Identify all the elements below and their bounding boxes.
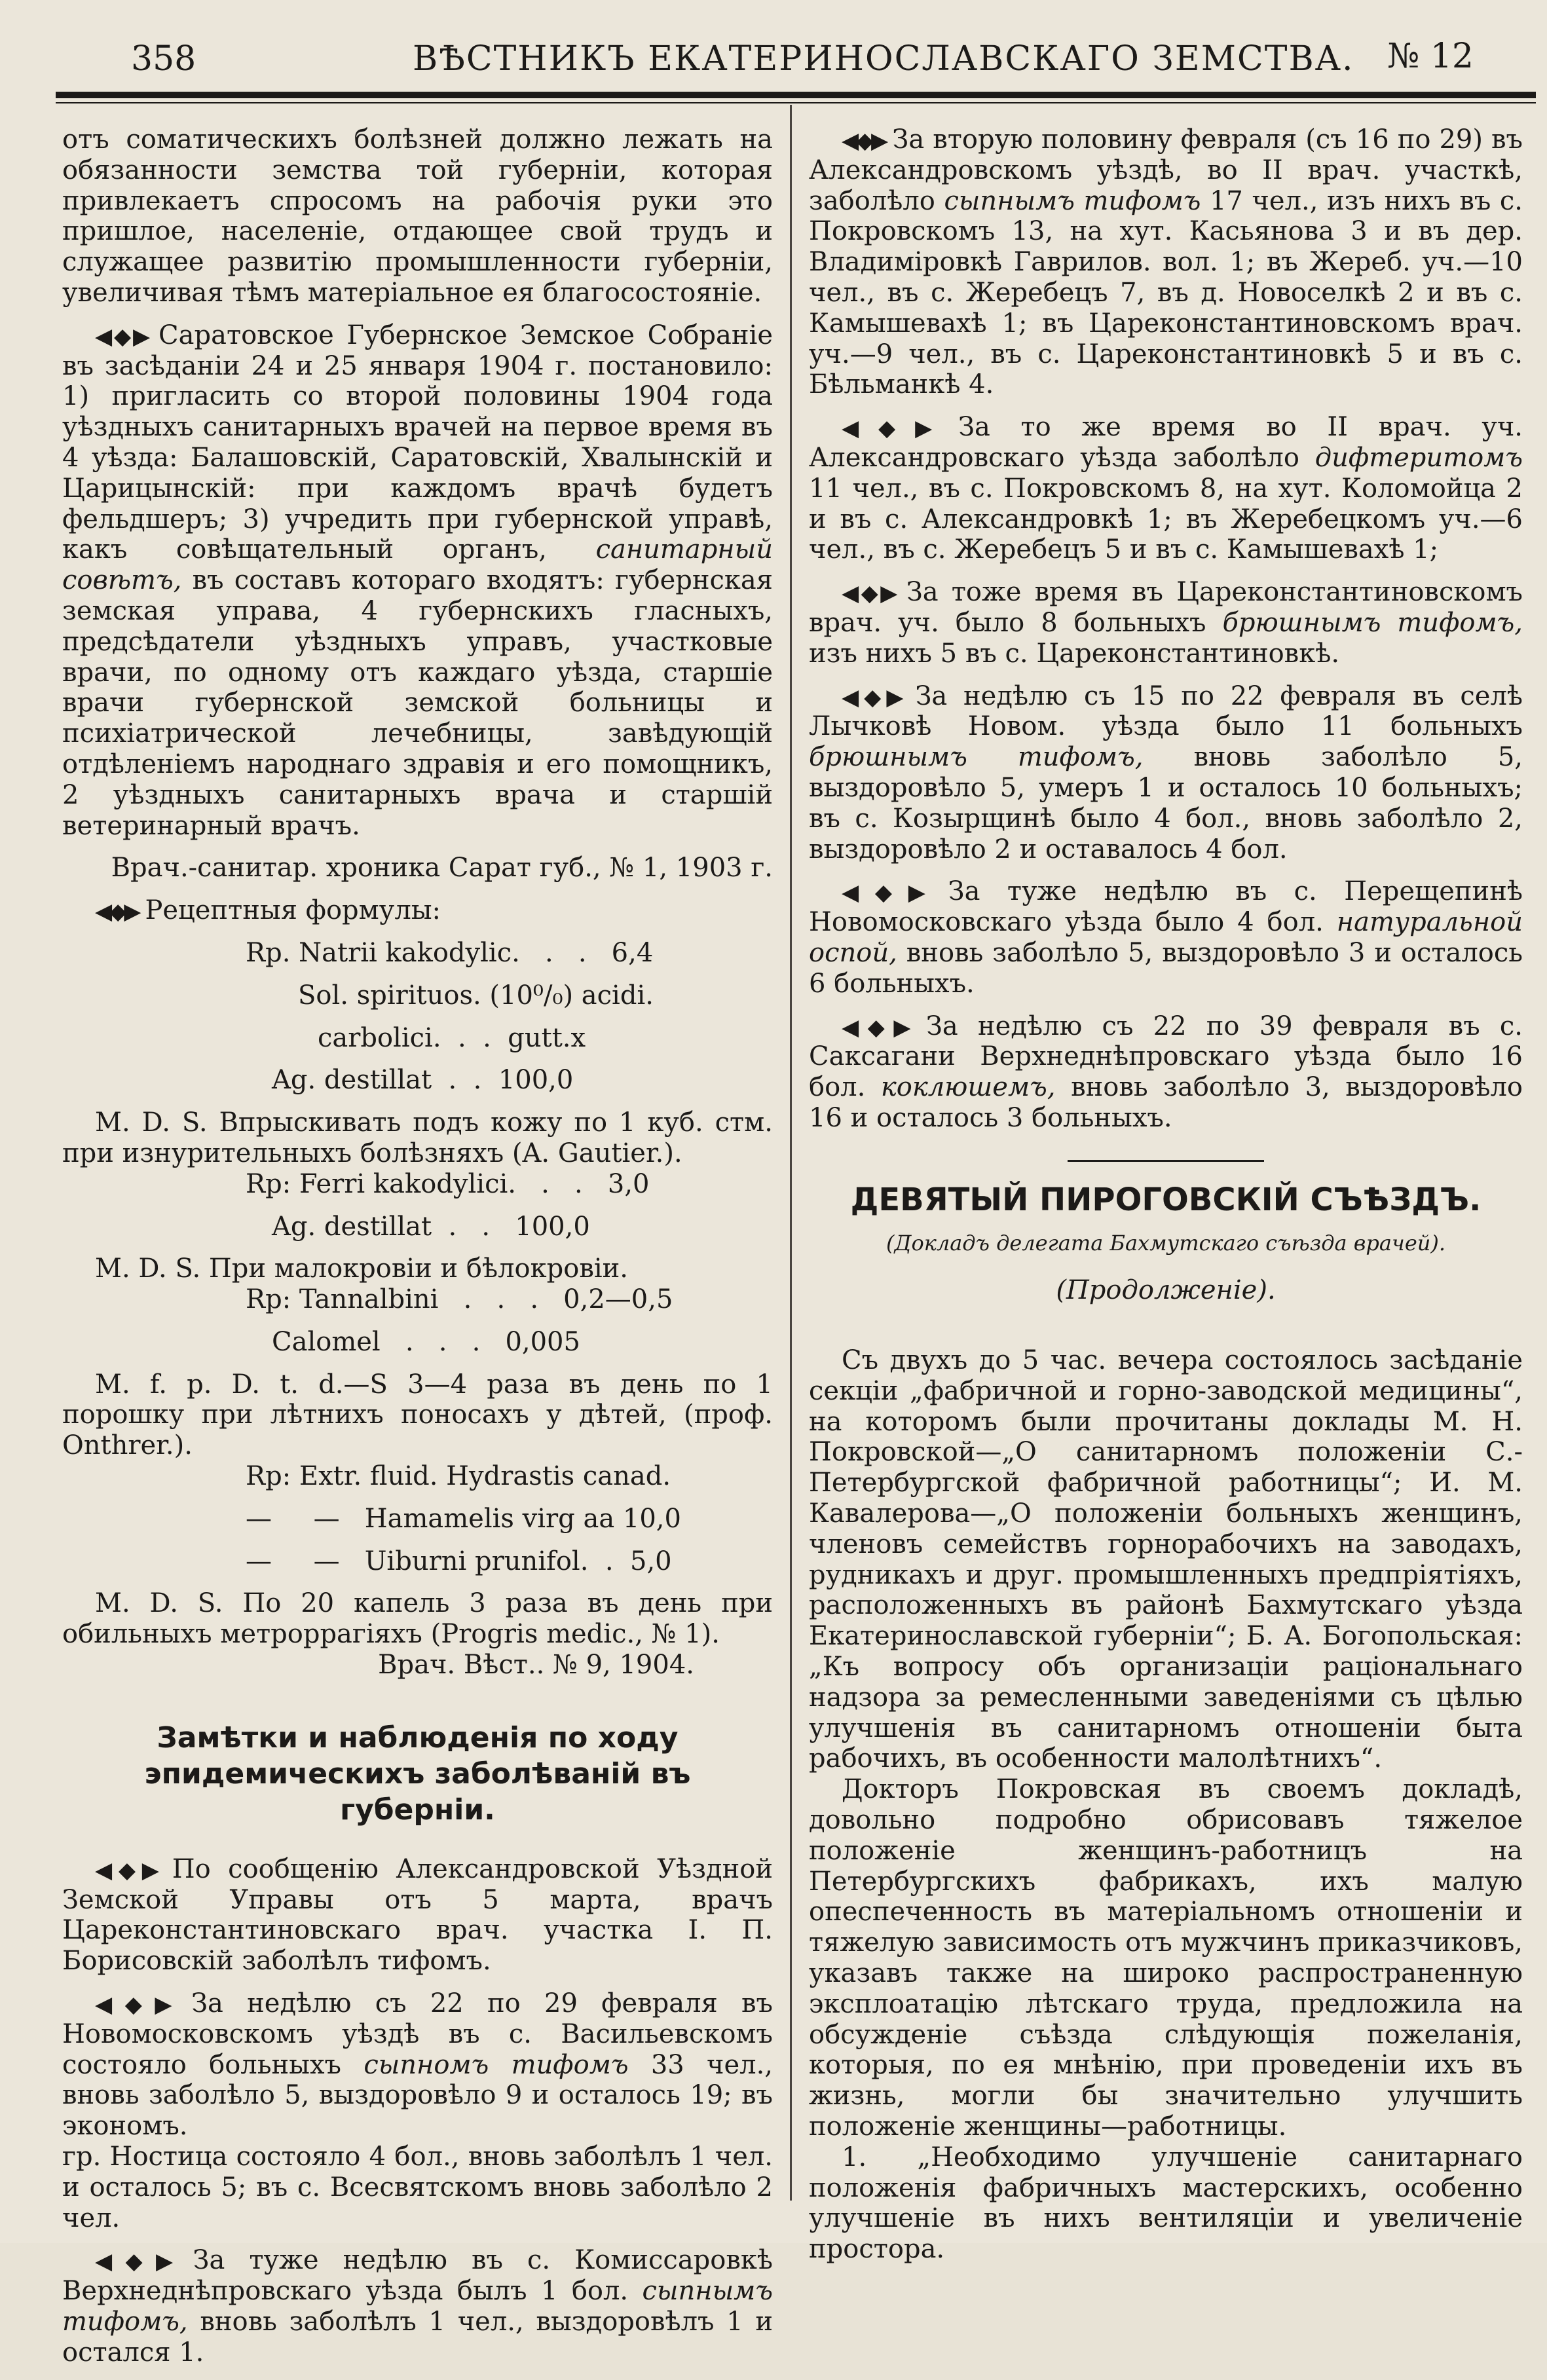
recipe-instruction: M. f. p. D. t. d.—S 3—4 раза въ день по 1 порошку при лѣтнихъ поносахъ у дѣтей, (проф. Onthrer.). [62, 1369, 773, 1461]
recipe-line: — — Hamamelis virg aa 10,0 [246, 1503, 681, 1534]
header-rule-thick [56, 92, 1536, 98]
page-number: 358 [131, 39, 196, 79]
diamond-bullet-icon: ◀◆▶ [842, 415, 952, 442]
right-column [809, 124, 1523, 2277]
diamond-bullet-icon: ◀◆▶ [95, 2248, 187, 2275]
journal-title: ВѢСТНИКЪ ЕКАТЕРИНОСЛАВСКАГО ЗЕМСТВА. [413, 39, 1354, 79]
diamond-bullet-icon: ◀◆▶ [842, 128, 886, 154]
recipe-line: Calomel . . . 0,005 [272, 1326, 580, 1357]
paragraph: ◀◆▶ Саратовское Губернское Земское Собраніе въ засѣданіи 24 и 25 января 1904 г. постановило: 1) пригласить со второй половины 1904 года уѣздныхъ санитарныхъ врачей на первое время въ 4 уѣзда: Балашовскій, Саратовскій, Хвалынскій и Царицынскій: при каждомъ врачѣ будетъ фельдшеръ; 3) учредить при губернской управѣ, какъ совѣщательный органъ, санитарный совѣтъ, въ составъ котораго входятъ: губернская земская управа, 4 губернскихъ гласныхъ, предсѣдатели уѣздныхъ управъ, участковые врачи, по одному отъ каждаго уѣзда, старшіе врачи губернской земской больницы и психіатрической лечебницы, завѣдующій отдѣленіемъ народнаго здравія и его помощникъ, 2 уѣздныхъ санитарныхъ врача и старшій ветеринарный врачъ. [62, 320, 773, 841]
paragraph: ◀◆▶ За недѣлю съ 15 по 22 февраля въ селѣ Лычковѣ Новом. уѣзда было 11 больныхъ брюшнымъ тифомъ, вновь заболѣло 5, выздоровѣло 5, умеръ 1 и осталось 10 больныхъ; въ с. Козырщинѣ было 4 бол., вновь заболѣло 2, выздоровѣло 2 и оставалось 4 бол. [809, 680, 1523, 865]
source-citation: Врач.-санитар. хроника Сарат губ., № 1, 1903 г. [111, 853, 773, 883]
recipe-instruction: M. D. S. При малокровіи и бѣлокровіи. [95, 1254, 629, 1284]
diamond-bullet-icon: ◀◆▶ [842, 1014, 920, 1041]
diamond-bullet-icon: ◀◆▶ [95, 1992, 185, 2018]
paragraph: Докторъ Покровская въ своемъ докладѣ, довольно подробно обрисовавъ тяжелое положеніе женщинъ-работницъ на Петербургскихъ фабрикахъ, ихъ малую опеспеченность въ матеріальномъ отношеніи и тяжелую зависимость отъ мужчинъ приказчиковъ, указавъ также на широко распространенную эксплоатацію лѣтскаго труда, предложила на обсужденіе съѣзда слѣдующія пожеланія, которыя, по ея мнѣнію, при проведеніи ихъ въ жизнь, могли бы значительно улучшить положеніе женщины—работницы. [809, 1774, 1523, 2142]
recipe-line: Sol. spirituos. (10⁰/₀) acidi. [298, 980, 654, 1011]
paragraph: ◀◆▶ За то же время во II врач. уч. Александровскаго уѣзда заболѣло дифтеритомъ 11 чел., въ с. Покровскомъ 8, на хут. Коломойца 2 и въ с. Александровкѣ 1; въ Жеребецкомъ уч.—6 чел., въ с. Жеребецъ 5 и въ с. Камышевахѣ 1; [809, 412, 1523, 565]
diamond-bullet-icon: ◀◆▶ [842, 880, 942, 906]
congress-title: ДЕВЯТЫЙ ПИРОГОВСКІЙ СЪѢЗДЪ. [850, 1181, 1482, 1218]
recipe-line: Ag. destillat . . 100,0 [272, 1211, 590, 1242]
source-citation: Врач. Вѣст.. № 9, 1904. [378, 1650, 694, 1681]
paragraph: ◀◆▶ За туже недѣлю въ с. Комиссаровкѣ Верхнеднѣпровскаго уѣзда былъ 1 бол. сыпнымъ тифомъ, вновь заболѣлъ 1 чел., выздоровѣлъ 1 и остался 1. [62, 2245, 774, 2368]
diamond-bullet-icon: ◀◆▶ [95, 1857, 166, 1884]
left-column [62, 124, 773, 2380]
recipe-instruction: M. D. S. По 20 капель 3 раза въ день при обильныхъ метроррагіяхъ (Progris medic., № 1). [62, 1588, 773, 1650]
recipe-line: Rp: Ferri kakodylici. . . 3,0 [246, 1168, 650, 1199]
diamond-bullet-icon: ◀◆▶ [842, 684, 909, 711]
paragraph: ◀◆▶ За туже недѣлю въ с. Перещепинѣ Новомосковскаго уѣзда было 4 бол. натуральной оспой, вновь заболѣло 5, выздоровѣло 3 и осталось 6 больныхъ. [809, 876, 1523, 999]
paragraph: ◀◆▶ За недѣлю съ 22 по 39 февраля въ с. Саксагани Верхнеднѣпровскаго уѣзда было 16 бол. коклюшемъ, вновь заболѣло 3, выздоровѣло 16 и осталось 3 больныхъ. [809, 1011, 1523, 1133]
continuation-note: (Продолженіе). [1056, 1275, 1276, 1306]
recipes-title: ◀◆▶ Рецептныя формулы: [95, 895, 441, 926]
recipe-line: Rp: Tannalbini . . . 0,2—0,5 [246, 1284, 673, 1315]
congress-subtitle: (Докладъ делегата Бахмутскаго съѣзда врачей). [885, 1230, 1446, 1255]
page-header [46, 26, 1519, 79]
header-rule-thin [56, 102, 1536, 103]
recipe-line: — — Uiburni prunifol. . 5,0 [246, 1546, 672, 1576]
paragraph: гр. Ностица состояло 4 бол., вновь заболѣлъ 1 чел. и осталось 5; въ с. Всесвятскомъ вновь заболѣло 2 чел. [62, 2142, 773, 2233]
issue-number: № 12 [1387, 37, 1474, 76]
recipe-line: Ag. destillat . . 100,0 [272, 1065, 574, 1096]
recipe-line: Rp. Natrii kakodylic. . . 6,4 [246, 937, 654, 968]
section-rule [1068, 1160, 1264, 1162]
paragraph: ◀◆▶ За недѣлю съ 22 по 29 февраля въ Новомосковскомъ уѣздѣ въ с. Васильевскомъ состояло больныхъ сыпномъ тифомъ 33 чел., вновь заболѣло 5, выздоровѣло 9 и осталось 19; въ экономъ. [62, 1988, 774, 2142]
paragraph: Съ двухъ до 5 час. вечера состоялось засѣданіе секціи „фабричной и горно-заводской медицины“, на которомъ были прочитаны доклады М. Н. Покровской—„О санитарномъ положеніи С.-Петербургской фабричной работницы“; И. М. Кавалерова—„О положеніи больныхъ женщинъ, членовъ семействъ горнорабочихъ на заводахъ, рудникахъ и друг. промышленныхъ предпріятіяхъ, расположенныхъ въ районѣ Бахмутскаго уѣзда Екатеринославской губерніи“; Б. А. Богопольская: „Къ вопросу объ организаціи раціональнаго надзора за ремесленными заведеніями съ цѣлью улучшенія въ санитарномъ отношеніи быта рабочихъ, въ особенности малолѣтнихъ“. [809, 1345, 1523, 1774]
paragraph: 1. „Необходимо улучшеніе санитарнаго положенія фабричныхъ мастерскихъ, особенно улучшеніе въ нихъ вентиляціи и увеличеніе простора. [809, 2142, 1523, 2265]
recipe-instruction: M. D. S. Впрыскивать подъ кожу по 1 куб. стм. при изнурительныхъ болѣзняхъ (A. Gautier.). [62, 1107, 773, 1168]
diamond-bullet-icon: ◀◆▶ [842, 580, 900, 607]
column-divider [790, 105, 792, 2201]
diamond-bullet-icon: ◀◆▶ [95, 899, 139, 925]
paragraph: ◀◆▶ По сообщенію Александровской Уѣздной Земской Управы отъ 5 марта, врачъ Цареконстантиновскаго врач. участка I. П. Борисовскій заболѣлъ тифомъ. [62, 1853, 773, 1977]
recipe-line: carbolici. . . gutt.x [318, 1022, 586, 1053]
recipe-line: Rp: Extr. fluid. Hydrastis canad. [246, 1461, 671, 1492]
paragraph: отъ соматическихъ болѣзней должно лежать на обязанности земства той губерніи, которая привлекаетъ спросомъ на рабочія руки это пришлое, населеніе, отдающее свой трудъ и служащее развитію промышленности губерніи, увеличивая тѣмъ матеріальное ея благосостояніе. [62, 124, 773, 308]
section-title: Замѣтки и наблюденія по ходу эпидемическихъ заболѣваній въ губерніи. [144, 1720, 691, 1827]
paragraph: ◀◆▶ За вторую половину февраля (съ 16 по 29) въ Александровскомъ уѣздѣ, во II врач. участкѣ, заболѣло сыпнымъ тифомъ 17 чел., изъ нихъ въ с. Покровскомъ 13, на хут. Касьянова 3 и въ дер. Владиміровкѣ Гаврилов. вол. 1; въ Жереб. уч.—10 чел., въ с. Жеребецъ 7, въ д. Новоселкѣ 2 и въ с. Камышевахѣ 1; въ Цареконстантиновскомъ врач. уч.—9 чел., въ с. Цареконстантиновкѣ 5 и въ с. Бѣльманкѣ 4. [809, 124, 1523, 400]
diamond-bullet-icon: ◀◆▶ [95, 323, 153, 350]
paragraph: ◀◆▶ За тоже время въ Цареконстантиновскомъ врач. уч. было 8 больныхъ брюшнымъ тифомъ, изъ нихъ 5 въ с. Цареконстантиновкѣ. [809, 577, 1523, 669]
